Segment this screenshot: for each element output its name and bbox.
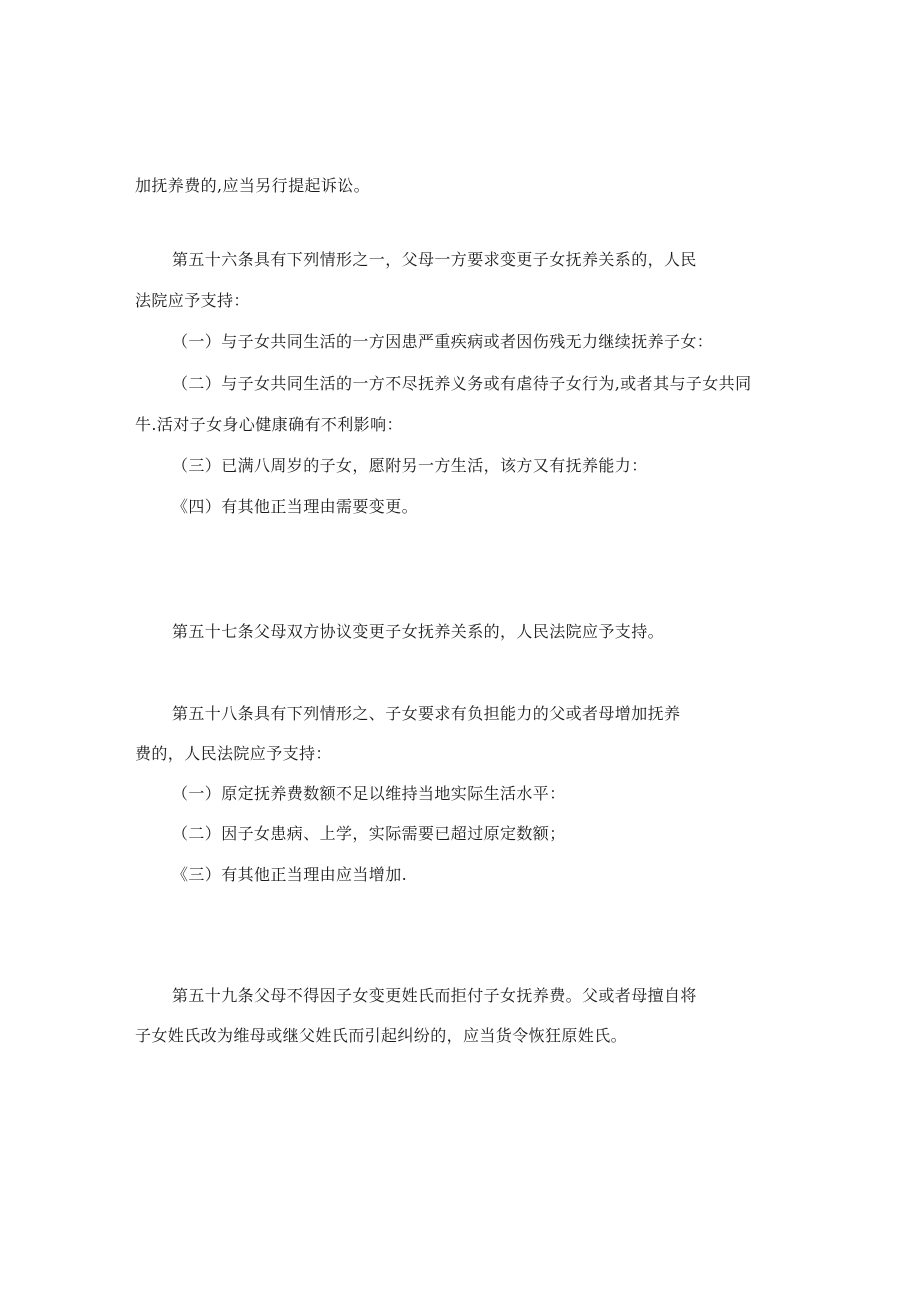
list-item: （一）原定抚养费数额不足以维持当地实际生活水平： bbox=[172, 784, 566, 803]
text-line: 子女姓氏改为维母或继父姓氏而引起纠纷的，应当货令恢狂原姓氏。 bbox=[135, 1026, 628, 1045]
text-line: 牛.活对子女身心健康确有不利影响： bbox=[135, 415, 403, 434]
text-line: 费的，人民法院应予支持： bbox=[135, 744, 332, 763]
article-57-heading: 第五十七条父母双方协议变更子女抚养关系的，人民法院应予支持。 bbox=[172, 622, 665, 641]
article-56-heading: 第五十六条具有下列情形之一，父母一方要求变更子女抚养关系的，人民 bbox=[172, 250, 697, 269]
list-item: （三）已满八周岁的子女，愿附另一方生活，该方又有抚养能力： bbox=[172, 456, 648, 475]
article-58-heading: 第五十八条具有下列情形之、子女要求有负担能力的父或者母增加抚养 bbox=[172, 704, 681, 723]
article-59-heading: 第五十九条父母不得因子女变更姓氏而拒付子女抚养费。父或者母擅自将 bbox=[172, 986, 697, 1005]
list-item: （一）与子女共同生活的一方因患严重疾病或者因伤残无力继续抚养子女： bbox=[172, 332, 714, 351]
list-item: （二）因子女患病、上学，实际需要已超过原定数额； bbox=[172, 824, 566, 843]
list-item: 《三）有其他正当理由应当增加. bbox=[172, 865, 408, 884]
list-item: （二）与子女共同生活的一方不尽抚养义务或有虐待子女行为,或者其与子女共同 bbox=[172, 374, 752, 393]
list-item: 《四）有其他正当理由需要变更。 bbox=[172, 497, 419, 516]
text-line: 加抚养费的,应当另行提起诉讼。 bbox=[135, 176, 371, 195]
text-line: 法院应予支持： bbox=[135, 291, 250, 310]
